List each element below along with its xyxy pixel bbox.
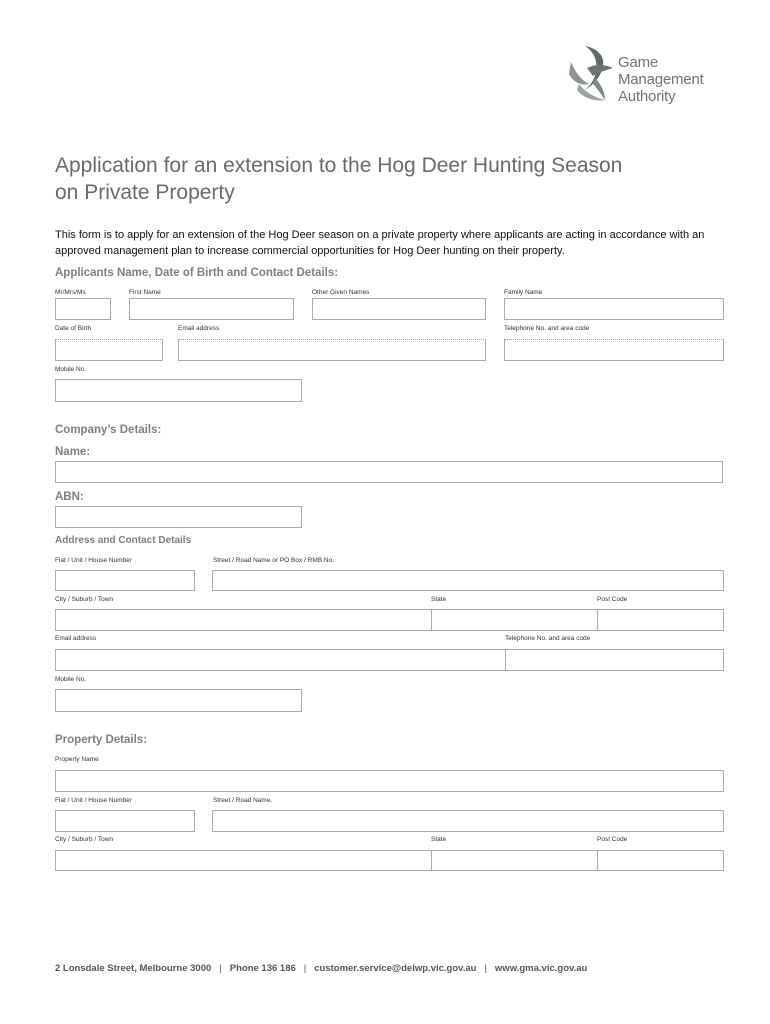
property-name-field[interactable] <box>55 770 724 792</box>
property-street-field[interactable] <box>212 810 724 832</box>
intro-paragraph: This form is to apply for an extension of the Hog Deer season on a private property where applicants are acting in accordance with an approved management plan to increase commercial opportunities for Hog Deer hunting on their property. <box>55 229 705 257</box>
property-postcode-label: Post Code <box>597 836 628 843</box>
company-postcode-label: Post Code <box>597 596 628 603</box>
applicant-heading: Applicants Name, Date of Birth and Contact Details: <box>55 267 339 279</box>
footer <box>55 963 587 974</box>
title-line-1: Application for an extension to the Hog Deer Hunting Season <box>55 154 623 177</box>
property-state-field[interactable] <box>431 850 598 871</box>
footer-separator: | <box>219 963 222 974</box>
footer-phone: Phone 136 186 <box>229 963 296 974</box>
title-field[interactable] <box>55 298 111 320</box>
company-state-field[interactable] <box>431 609 598 631</box>
company-email-label: Email address <box>55 635 97 642</box>
footer-email-link[interactable]: customer.service@delwp.vic.gov.au <box>314 963 477 974</box>
company-name-field[interactable] <box>55 461 723 483</box>
company-street-field[interactable] <box>212 570 724 591</box>
title-line-2: on Private Property <box>55 181 235 204</box>
property-flat-label: Flat / Unit / House Number <box>55 797 132 804</box>
other-names-field[interactable] <box>312 298 486 320</box>
logo-line-3: Authority <box>618 88 676 105</box>
property-street-label: Street / Road Name. <box>213 797 273 804</box>
company-city-label: City / Suburb / Town <box>55 596 114 603</box>
footer-separator: | <box>303 963 307 974</box>
company-address-heading: Address and Contact Details <box>55 535 192 546</box>
first-name-label: First Name <box>129 289 161 296</box>
footer-web-link[interactable]: www.gma.vic.gov.au <box>494 963 588 974</box>
applicant-phone-field[interactable] <box>504 339 724 361</box>
title-label: Mr/Mrs/Ms <box>55 289 86 296</box>
company-street-label: Street / Road Name or PO Box / RMB No. <box>213 557 335 564</box>
applicant-mobile-field[interactable] <box>55 379 302 402</box>
footer-separator: | <box>484 963 487 974</box>
company-email-field[interactable] <box>55 649 506 671</box>
dob-label: Date of Birth <box>55 325 92 332</box>
property-city-field[interactable] <box>55 850 432 871</box>
company-postcode-field[interactable] <box>597 609 724 631</box>
company-name-label: Name: <box>55 446 91 458</box>
gma-logo-text <box>618 54 704 105</box>
logo-line-2: Management <box>618 71 704 88</box>
first-name-field[interactable] <box>129 298 294 320</box>
property-heading: Property Details: <box>55 734 148 746</box>
applicant-email-label: Email address <box>178 325 220 332</box>
company-flat-label: Flat / Unit / House Number <box>55 557 132 564</box>
logo-line-1: Game <box>618 54 659 71</box>
applicant-email-field[interactable] <box>178 339 486 361</box>
property-postcode-field[interactable] <box>597 850 724 871</box>
company-phone-label: Telephone No. and area code <box>505 635 591 642</box>
company-mobile-field[interactable] <box>55 689 302 712</box>
family-name-field[interactable] <box>504 298 724 320</box>
company-mobile-label: Mobile No. <box>55 676 87 683</box>
abn-field[interactable] <box>55 506 302 528</box>
applicant-mobile-label: Mobile No. <box>55 366 87 373</box>
applicant-phone-label: Telephone No. and area code <box>504 325 590 332</box>
property-flat-field[interactable] <box>55 810 195 832</box>
other-names-label: Other Given Names <box>312 289 370 296</box>
abn-label: ABN: <box>55 491 84 503</box>
property-state-label: State <box>431 836 447 843</box>
company-flat-field[interactable] <box>55 570 195 591</box>
footer-address: 2 Lonsdale Street, Melbourne 3000 <box>55 963 212 974</box>
company-heading: Company’s Details: <box>55 424 162 436</box>
company-city-field[interactable] <box>55 609 432 631</box>
dob-field[interactable] <box>55 339 163 361</box>
company-state-label: State <box>431 596 447 603</box>
family-name-label: Family Name <box>504 289 543 296</box>
property-name-label: Property Name <box>55 756 99 763</box>
property-city-label: City / Suburb / Town <box>55 836 114 843</box>
company-phone-field[interactable] <box>505 649 724 671</box>
gma-logo-icon <box>565 42 617 104</box>
page-title <box>55 152 735 206</box>
